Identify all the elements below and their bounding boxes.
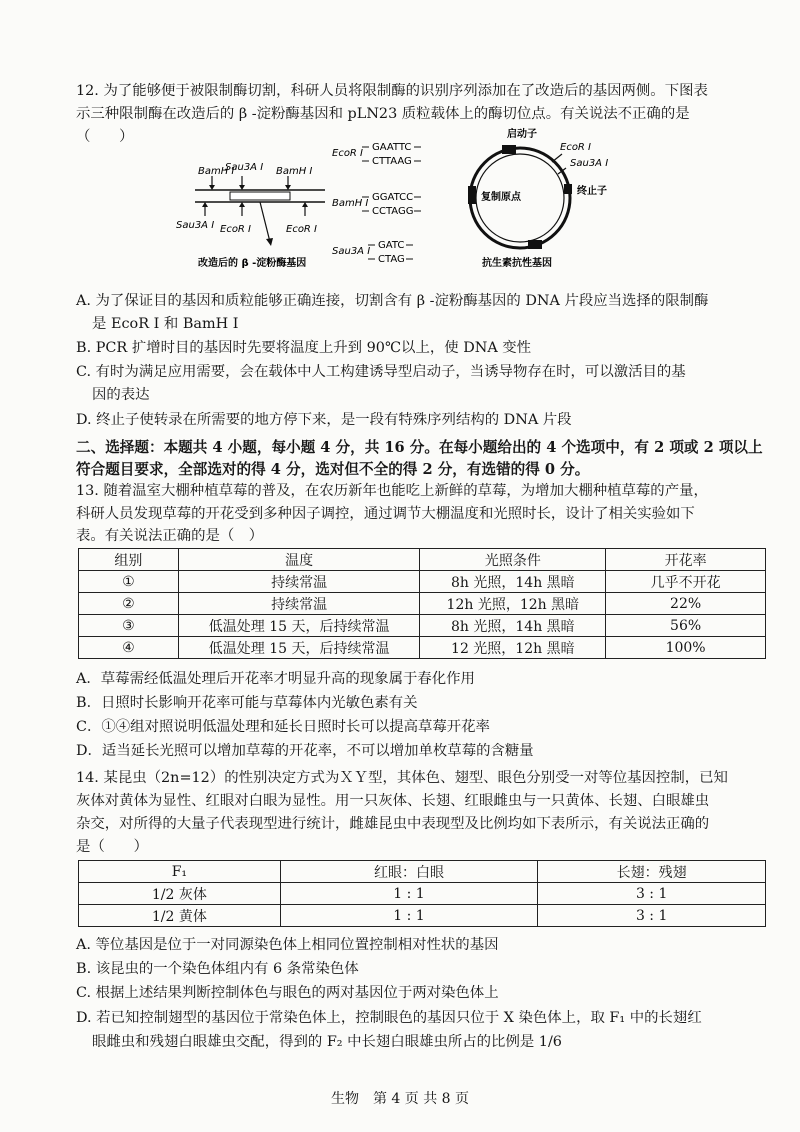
q14-option-d: D. 若已知控制翅型的基因位于常染色体上，控制眼色的基因只位于 X 染色体上，取 F₁ 中的长翅红 [76, 1010, 702, 1026]
page-footer: 生物 第 4 页 共 8 页 [330, 1091, 470, 1107]
seq-top-2: GGATCC [372, 192, 414, 203]
gene-enzyme-label-5: EcoR Ⅰ [220, 224, 252, 235]
table-cell: 3 : 1 [538, 883, 766, 905]
section2-heading-line-2: 符合题目要求，全部选对的得 4 分，选对但不全的得 2 分，有选错的得 0 分。 [76, 461, 590, 478]
seq-enzyme-label-1: EcoR Ⅰ [332, 148, 364, 159]
table-row [79, 593, 766, 615]
seq-bottom-3: CTAG [378, 254, 405, 265]
q13-header-cell: 组别 [79, 549, 179, 571]
q12-option-d: D. 终止子使转录在所需要的地方停下来，是一段有特殊序列结构的 DNA 片段 [76, 412, 572, 428]
q14-stem-line-3: 杂交，对所得的大量子代表现型进行统计，雌雄昆虫中表现型及比例均如下表所示，有关说法正确的 [76, 816, 710, 832]
plasmid-promoter-label: 启动子 [507, 129, 537, 140]
q12-stem-line-3: （ ） [76, 129, 134, 145]
seq-top-3: GATC [378, 240, 405, 251]
q13-header-cell: 光照条件 [420, 549, 606, 571]
plasmid-terminator-label: 终止子 [577, 186, 607, 197]
recognition-sequences [372, 142, 413, 265]
table-cell: 持续常温 [178, 593, 420, 615]
q12-option-a-cont: 是 EcoR Ⅰ 和 BamH Ⅰ [92, 316, 239, 332]
gene-enzyme-label-2: Sau3A Ⅰ [225, 162, 264, 173]
table-cell: 1/2 黄体 [79, 905, 281, 927]
table-cell: 持续常温 [178, 571, 420, 593]
seq-enzyme-label-2: BamH Ⅰ [332, 198, 369, 209]
gene-caption: 改造后的 β -淀粉酶基因 [198, 258, 307, 269]
seq-enzyme-label-3: Sau3A Ⅰ [332, 246, 371, 257]
gene-enzyme-label-1: BamH Ⅰ [198, 166, 235, 177]
table-cell: 100% [606, 637, 766, 659]
table-cell: ① [79, 571, 179, 593]
q13-option-c: C．①④组对照说明低温处理和延长日照时长可以提高草莓开花率 [76, 719, 490, 735]
seq-bottom-2: CCTAGG [372, 206, 414, 217]
q13-table [78, 548, 766, 659]
gene-segment [195, 176, 325, 246]
q13-table-header [79, 549, 766, 571]
table-row [79, 905, 766, 927]
table-cell: 低温处理 15 天，后持续常温 [178, 615, 420, 637]
table-cell: ② [79, 593, 179, 615]
table-cell: ③ [79, 615, 179, 637]
table-cell: 1 : 1 [280, 905, 538, 927]
section2-heading-line-1: 二、选择题：本题共 4 小题，每小题 4 分，共 16 分。在每小题给出的 4 个选项中，有 2 项或 2 项以上 [76, 439, 763, 456]
q14-stem-line-2: 灰体对黄体为显性、红眼对白眼为显性。用一只灰体、长翅、红眼雌虫与一只黄体、长翅、白眼雄虫 [76, 793, 710, 809]
gene-enzyme-label-6: EcoR Ⅰ [286, 224, 318, 235]
plasmid-origin-label: 复制原点 [481, 192, 521, 203]
table-row [79, 637, 766, 659]
q12-option-c-cont: 因的表达 [92, 387, 150, 403]
q13-stem-line-1: 13. 随着温室大棚种植草莓的普及，在农历新年也能吃上新鲜的草莓，为增加大棚种植草莓的产量， [76, 483, 708, 499]
plasmid-resistance-label: 抗生素抗性基因 [482, 258, 552, 269]
q14-table [78, 860, 766, 927]
q14-option-b: B. 该昆虫的一个染色体组内有 6 条常染色体 [76, 961, 359, 977]
table-cell: ④ [79, 637, 179, 659]
q14-stem-line-4: 是（ ） [76, 839, 148, 855]
table-row [79, 615, 766, 637]
table-cell: 8h 光照，14h 黑暗 [420, 615, 606, 637]
q14-table-header [79, 861, 766, 883]
table-cell: 3 : 1 [538, 905, 766, 927]
table-row [79, 883, 766, 905]
q14-option-d-cont: 眼雌虫和残翅白眼雄虫交配，得到的 F₂ 中长翅白眼雄虫所占的比例是 1/6 [92, 1034, 562, 1050]
q12-option-c: C. 有时为满足应用需要，会在载体中人工构建诱导型启动子，当诱导物存在时，可以激活目的基 [76, 364, 686, 380]
gene-enzyme-label-4: Sau3A Ⅰ [176, 220, 215, 231]
q14-header-cell: F₁ [79, 861, 281, 883]
table-cell: 1/2 灰体 [79, 883, 281, 905]
q14-option-c: C. 根据上述结果判断控制体色与眼色的两对基因位于两对染色体上 [76, 985, 499, 1001]
q12-option-b: B. PCR 扩增时目的基因时先要将温度上升到 90℃以上，使 DNA 变性 [76, 340, 532, 356]
q12-stem-line-2: 示三种限制酶在改造后的 β -淀粉酶基因和 pLN23 质粒载体上的酶切位点。有关说法不正确的是 [76, 106, 690, 122]
q14-header-cell: 红眼：白眼 [280, 861, 538, 883]
restriction-enzyme-diagram [150, 124, 620, 274]
q12-option-a: A. 为了保证目的基因和质粒能够正确连接，切割含有 β -淀粉酶基因的 DNA 片段应当选择的限制酶 [76, 293, 709, 309]
gene-enzyme-label-3: BamH Ⅰ [276, 166, 313, 177]
table-cell: 22% [606, 593, 766, 615]
q13-stem-line-2: 科研人员发现草莓的开花受到多种因子调控，通过调节大棚温度和光照时长，设计了相关实验如下 [76, 506, 695, 522]
q13-header-cell: 开花率 [606, 549, 766, 571]
q13-stem-line-3: 表。有关说法正确的是（ ） [76, 528, 264, 544]
seq-top-1: GAATTC [372, 142, 412, 153]
seq-bottom-1: CTTAAG [372, 156, 412, 167]
table-cell: 12 光照，12h 黑暗 [420, 637, 606, 659]
q12-stem-line-1: 12. 为了能够便于被限制酶切割，科研人员将限制酶的识别序列添加在了改造后的基因两侧。下图表 [76, 83, 708, 99]
table-row [79, 571, 766, 593]
q14-header-cell: 长翅：残翅 [538, 861, 766, 883]
table-cell: 低温处理 15 天，后持续常温 [178, 637, 420, 659]
q13-option-d: D．适当延长光照可以增加草莓的开花率，不可以增加单枚草莓的含糖量 [76, 743, 534, 759]
plasmid-sau3ai-label: Sau3A Ⅰ [570, 158, 609, 169]
table-cell: 12h 光照，12h 黑暗 [420, 593, 606, 615]
q13-option-b: B．日照时长影响开花率可能与草莓体内光敏色素有关 [76, 695, 418, 711]
q13-header-cell: 温度 [178, 549, 420, 571]
table-cell: 8h 光照，14h 黑暗 [420, 571, 606, 593]
q14-option-a: A. 等位基因是位于一对同源染色体上相同位置控制相对性状的基因 [76, 937, 499, 953]
q14-stem-line-1: 14. 某昆虫（2n=12）的性别决定方式为ＸＹ型，其体色、翅型、眼色分别受一对等位基因控制，已知 [76, 770, 728, 786]
table-cell: 56% [606, 615, 766, 637]
q13-option-a: A．草莓需经低温处理后开花率才明显升高的现象属于春化作用 [76, 671, 475, 687]
plasmid-ecori-label: EcoR Ⅰ [560, 142, 592, 153]
table-cell: 1 : 1 [280, 883, 538, 905]
table-cell: 几乎不开花 [606, 571, 766, 593]
